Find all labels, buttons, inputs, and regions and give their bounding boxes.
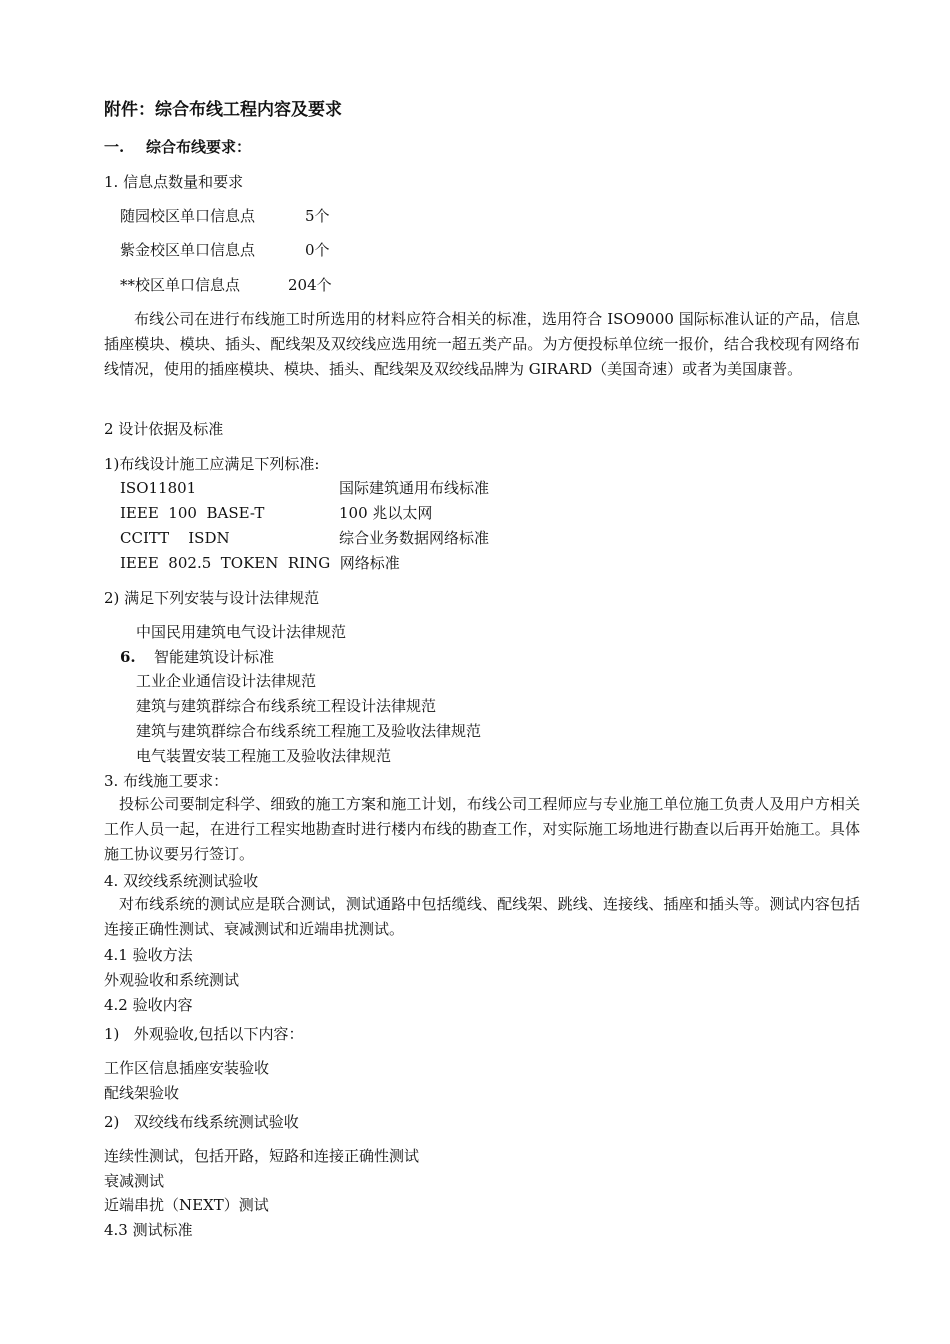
point-count: 5个 (305, 207, 330, 225)
point-count: 204个 (288, 276, 332, 294)
regulations-intro: 2) 满足下列安装与设计法律规范 (104, 589, 320, 607)
section-4-1-heading: 4.1 验收方法 (104, 946, 193, 964)
standard-desc: 综合业务数据网络标准 (339, 529, 490, 547)
standard-desc: 国际建筑通用布线标准 (339, 479, 490, 497)
section-1-heading (104, 137, 251, 157)
visual-inspection-heading: 1) 外观验收,包括以下内容： (104, 1025, 304, 1043)
regulation-item (118, 721, 481, 741)
section-4-1-text: 外观验收和系统测试 (104, 971, 240, 989)
campus-name: **校区单口信息点 (120, 276, 241, 294)
point-count: 0个 (305, 241, 330, 259)
regulation-text: 中国民用建筑电气设计法律规范 (136, 623, 347, 641)
standards-intro: 1)布线设计施工应满足下列标准: (104, 455, 320, 473)
inspection-item: 配线架验收 (104, 1084, 180, 1102)
regulation-item (118, 671, 316, 691)
item-4-paragraph: 对布线系统的测试应是联合测试，测试通路中包括缆线、配线架、跳线、连接线、插座和插头等。测试内容包括连接正确性测试、衰减测试和近端串扰测试。 (104, 895, 860, 938)
item-3-heading: 3. 布线施工要求： (104, 772, 229, 790)
standard-row (120, 478, 540, 498)
section-4-3-heading: 4.3 测试标准 (104, 1221, 193, 1239)
regulation-text: 智能建筑设计标准 (154, 648, 275, 666)
item-3-paragraph: 投标公司要制定科学、细致的施工方案和施工计划，布线公司工程师应与专业施工单位施工负责人及用户方相关工作人员一起，在进行工程实地勘查时进行楼内布线的勘查工作，对实际施工场地进行勘查以后再开始施工。具体施工协议要另行签订。 (104, 795, 860, 863)
inspection-item: 工作区信息插座安装验收 (104, 1059, 270, 1077)
campus-name: 紫金校区单口信息点 (120, 241, 256, 259)
info-point-row (120, 275, 332, 295)
twisted-pair-test-heading: 2) 双绞线布线系统测试验收 (104, 1113, 299, 1131)
section-1-number: 一. (104, 138, 125, 156)
standard-code: ISO11801 (120, 479, 197, 497)
campus-name: 随园校区单口信息点 (120, 207, 256, 225)
regulation-text: 建筑与建筑群综合布线系统工程设计法律规范 (136, 697, 437, 715)
standard-row (120, 528, 540, 548)
section-1-title: 综合布线要求： (146, 138, 252, 156)
test-item: 连续性测试，包括开路，短路和连接正确性测试 (104, 1147, 420, 1165)
regulation-text: 电气装置安装工程施工及验收法律规范 (136, 747, 392, 765)
regulation-text: 建筑与建筑群综合布线系统工程施工及验收法律规范 (136, 722, 482, 740)
regulation-item (118, 746, 391, 766)
standard-code: CCITT ISDN (120, 529, 230, 547)
item-1-heading: 1. 信息点数量和要求 (104, 173, 244, 191)
standard-row (120, 503, 540, 523)
item-1-paragraph: 布线公司在进行布线施工时所选用的材料应符合相关的标准，选用符合 ISO9000 国际标准认证的产品，信息插座模块、模块、插头、配线架及双绞线应选用统一超五类产品。为方便投标单位统一报价，结合我校现有网络布线情况，使用的插座模块、模块、插头、配线架及双绞线品牌为 GIRARD（美国奇速）或者为美国康普。 (104, 310, 860, 378)
regulation-item (118, 696, 436, 716)
section-4-2-heading: 4.2 验收内容 (104, 996, 193, 1014)
standard-code: IEEE 100 BASE-T (120, 504, 265, 522)
standard-desc: 100 兆以太网 (339, 504, 433, 522)
regulation-text: 工业企业通信设计法律规范 (136, 672, 317, 690)
regulation-item (118, 622, 346, 642)
test-item: 衰减测试 (104, 1172, 165, 1190)
info-point-row (120, 206, 330, 226)
regulation-number: 6. (120, 648, 136, 666)
info-point-row (120, 240, 330, 260)
document-title: 附件：综合布线工程内容及要求 (104, 100, 342, 120)
ieee-token-ring-line: IEEE 802.5 TOKEN RING 网络标准 (120, 554, 400, 572)
test-item: 近端串扰（NEXT）测试 (104, 1196, 269, 1214)
regulation-item-numbered (120, 647, 274, 667)
item-4-heading: 4. 双绞线系统测试验收 (104, 872, 259, 890)
item-2-heading: 2 设计依据及标准 (104, 420, 224, 438)
